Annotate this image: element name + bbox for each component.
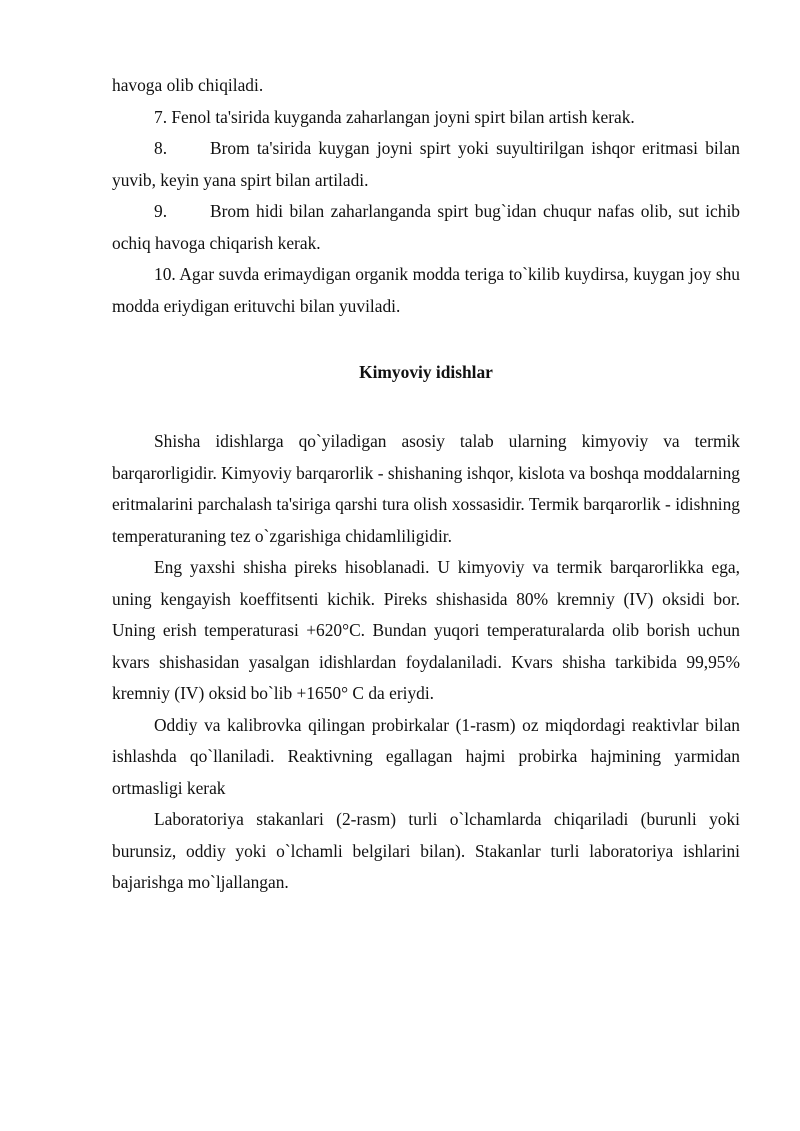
rule-text: 10. Agar suvda erimaydigan organik modda teriga to`kilib kuydirsa, kuygan joy shu modda eriydigan erituvchi bilan yuviladi. bbox=[112, 264, 740, 316]
rule-number: 8. bbox=[154, 138, 168, 158]
rule-item-7 bbox=[112, 102, 740, 134]
document-page bbox=[112, 70, 740, 899]
rule-text: 7. Fenol ta'sirida kuyganda zaharlangan joyni spirt bilan artish kerak. bbox=[154, 106, 635, 127]
rule-item-10 bbox=[112, 259, 740, 322]
paragraph: Shisha idishlarga qo`yiladigan asosiy talab ularning kimyoviy va termik barqarorligidir. Kimyoviy barqarorlik - shishaning ishqor, kislota va boshqa moddalarning eritmalarini parchalash ta'siriga qarshi tura olish xossasidir. Termik barqarorlik - idishning temperaturaning tez o`zgarishiga chidamliligidir. bbox=[112, 431, 740, 546]
rule-item-9 bbox=[112, 196, 740, 259]
rule-item-8 bbox=[112, 133, 740, 196]
paragraph: Laboratoriya stakanlari (2-rasm) turli o`lchamlarda chiqariladi (burunli yoki burunsiz, oddiy yoki o`lchamli belgilari bilan). Stakanlar turli laboratoriya ishlarini bajarishga mo`ljallangan. bbox=[112, 809, 740, 892]
rule-text: Brom hidi bilan zaharlanganda spirt bug`idan chuqur nafas olib, sut ichib ochiq havoga chiqarish kerak. bbox=[112, 201, 740, 253]
rule-number: 9. bbox=[154, 201, 168, 221]
rule-text: Brom ta'sirida kuygan joyni spirt yoki suyultirilgan ishqor eritmasi bilan yuvib, keyin yana spirt bilan artiladi. bbox=[112, 138, 740, 190]
paragraph: Eng yaxshi shisha pireks hisoblanadi. U kimyoviy va termik barqarorlikka ega, uning kengayish koeffitsenti kichik. Pireks shishasida 80% kremniy (IV) oksidi bor. Uning erish temperaturasi +620°C. Bundan yuqori temperaturalarda olib borish uchun kvars shishasidan yasalgan idishlardan foydalaniladi. Kvars shisha tarkibida 99,95% kremniy (IV) oksid bo`lib +1650° C da eriydi. bbox=[112, 557, 740, 703]
paragraph: Oddiy va kalibrovka qilingan probirkalar (1-rasm) oz miqdordagi reaktivlar bilan ishlashda qo`llaniladi. Reaktivning egallagan hajmi probirka hajmining yarmidan ortmasligi kerak bbox=[112, 714, 740, 798]
section-title: Kimyoviy idishlar bbox=[359, 362, 493, 382]
continuation-text: havoga olib chiqiladi. bbox=[112, 75, 264, 95]
